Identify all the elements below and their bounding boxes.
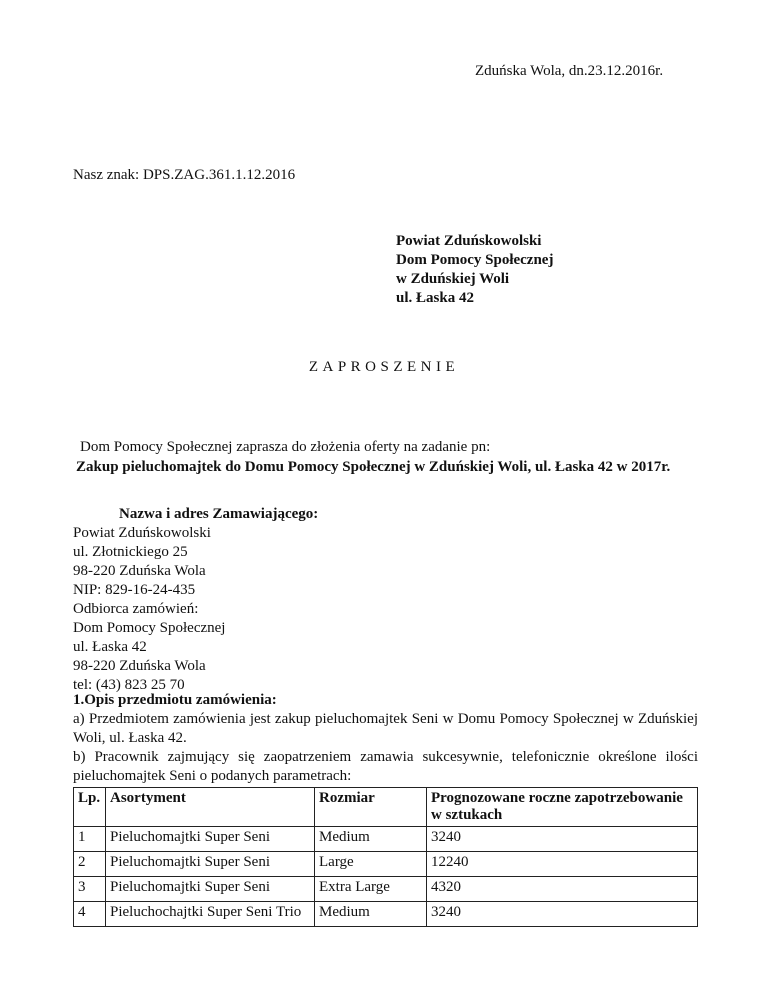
paragraph-a: a) Przedmiotem zamówienia jest zakup pieluchomajtek Seni w Domu Pomocy Społecznej w Zduńskiej Woli, ul. Łaska 42.: [73, 711, 698, 746]
cell-quantity: 3240: [427, 827, 698, 852]
document-date: Zduńska Wola, dn.23.12.2016r.: [475, 63, 664, 79]
intro-line: Dom Pomocy Społecznej zaprasza do złożenia oferty na zadanie pn:: [80, 439, 491, 455]
col-header-quantity: Prognozowane roczne zapotrzebowanie w sztukach: [427, 788, 698, 827]
cell-size: Medium: [315, 827, 427, 852]
table-row: [74, 902, 698, 927]
cell-lp: 3: [74, 877, 106, 902]
cell-assortment: Pieluchochajtki Super Seni Trio: [106, 902, 315, 927]
buyer-heading: Nazwa i adres Zamawiającego:: [119, 506, 319, 522]
recipient-address: [396, 232, 553, 308]
table-row: [74, 827, 698, 852]
cell-lp: 1: [74, 827, 106, 852]
paragraph-b: b) Pracownik zajmujący się zaopatrzeniem zamawia sukcesywnie, telefonicznie określone ilości pieluchomajtek Seni o podanych parametrach:: [73, 749, 698, 784]
cell-quantity: 3240: [427, 902, 698, 927]
buyer-line: Odbiorca zamówień:: [73, 601, 199, 617]
cell-size: Medium: [315, 902, 427, 927]
reference-number: Nasz znak: DPS.ZAG.361.1.12.2016: [73, 167, 296, 183]
buyer-line: 98-220 Zduńska Wola: [73, 658, 206, 674]
recipient-line: Powiat Zduńskowolski: [396, 233, 542, 249]
buyer-line: ul. Łaska 42: [73, 639, 147, 655]
table-header-row: [74, 788, 698, 827]
products-table: [73, 787, 698, 927]
recipient-line: ul. Łaska 42: [396, 290, 474, 306]
cell-size: Large: [315, 852, 427, 877]
buyer-block: [73, 505, 318, 695]
col-header-size: Rozmiar: [315, 788, 427, 827]
buyer-line: tel: (43) 823 25 70: [73, 677, 185, 693]
col-header-assortment: Asortyment: [106, 788, 315, 827]
document-title: ZAPROSZENIE: [308, 359, 460, 375]
recipient-line: Dom Pomocy Społecznej: [396, 252, 554, 268]
order-subject: Zakup pieluchomajtek do Domu Pomocy Społecznej w Zduńskiej Woli, ul. Łaska 42 w 2017r.: [76, 459, 671, 475]
cell-assortment: Pieluchomajtki Super Seni: [106, 877, 315, 902]
cell-quantity: 4320: [427, 877, 698, 902]
buyer-line: ul. Złotnickiego 25: [73, 544, 188, 560]
table-row: [74, 877, 698, 902]
cell-lp: 4: [74, 902, 106, 927]
buyer-line: Dom Pomocy Społecznej: [73, 620, 226, 636]
order-description-section: [73, 691, 698, 786]
buyer-line: Powiat Zduńskowolski: [73, 525, 211, 541]
intro-block: [76, 437, 671, 477]
recipient-line: w Zduńskiej Woli: [396, 271, 510, 287]
cell-quantity: 12240: [427, 852, 698, 877]
cell-size: Extra Large: [315, 877, 427, 902]
cell-assortment: Pieluchomajtki Super Seni: [106, 852, 315, 877]
col-header-lp: Lp.: [74, 788, 106, 827]
cell-assortment: Pieluchomajtki Super Seni: [106, 827, 315, 852]
buyer-line: 98-220 Zduńska Wola: [73, 563, 206, 579]
section-heading: 1.Opis przedmiotu zamówienia:: [73, 692, 277, 708]
cell-lp: 2: [74, 852, 106, 877]
buyer-line: NIP: 829-16-24-435: [73, 582, 196, 598]
table-row: [74, 852, 698, 877]
